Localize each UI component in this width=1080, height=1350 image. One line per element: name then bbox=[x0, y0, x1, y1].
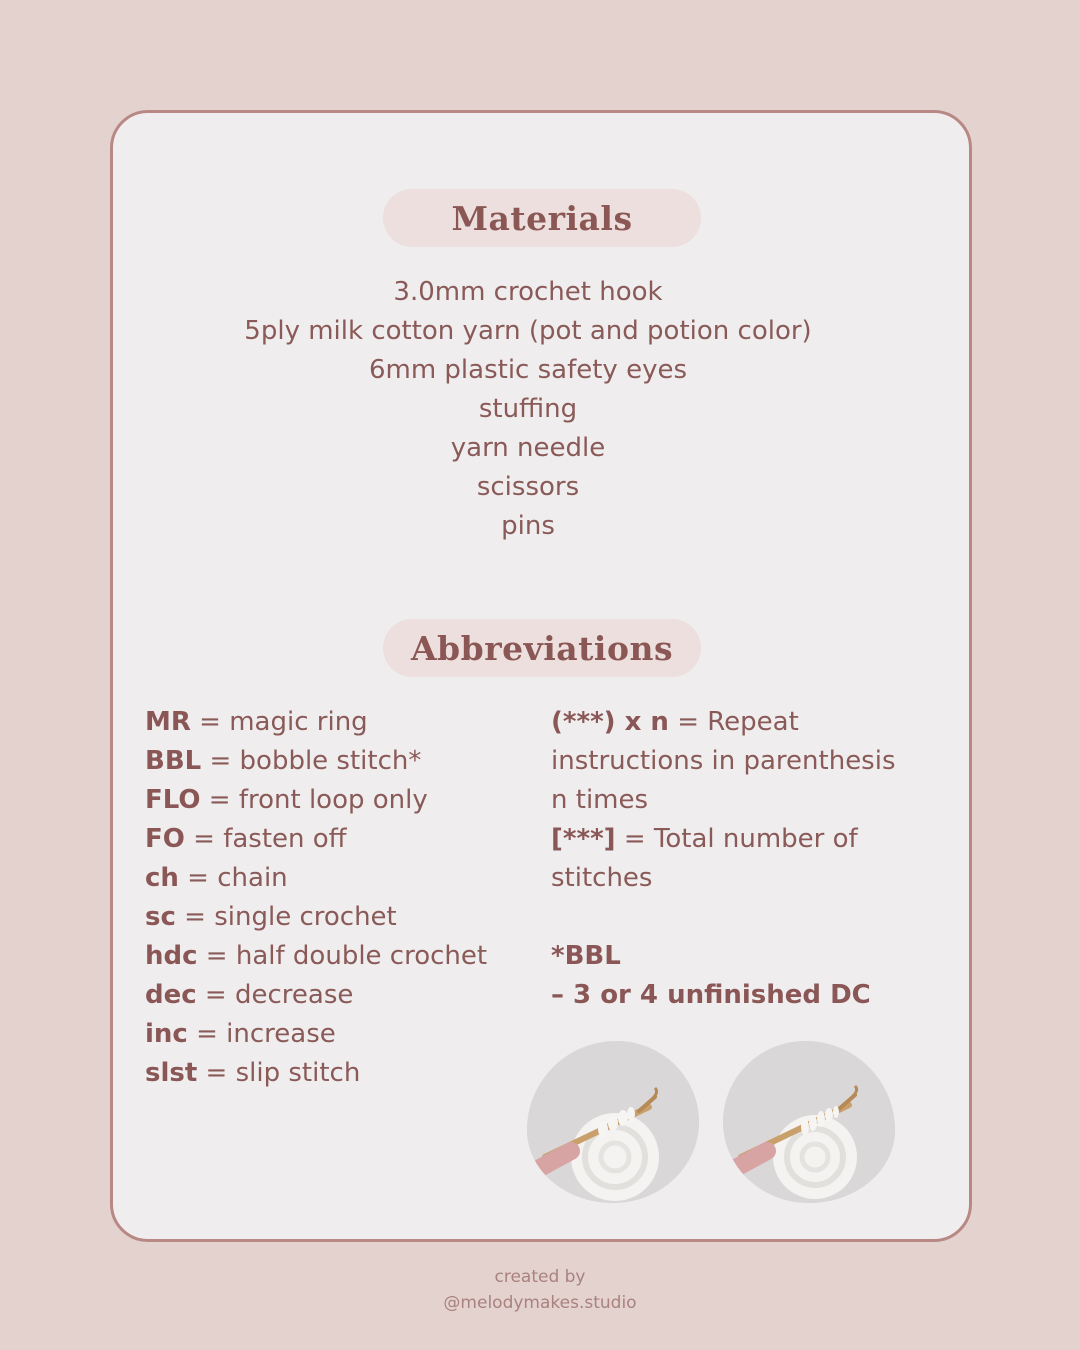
abbreviations-left-list bbox=[145, 703, 487, 1093]
materials-item: stuffing bbox=[478, 394, 578, 424]
spacer bbox=[551, 898, 921, 937]
abbreviation-row: ch = chain bbox=[145, 863, 288, 893]
repeat-definition bbox=[551, 703, 921, 742]
abbreviation-row: MR = magic ring bbox=[145, 707, 368, 737]
materials-heading: Materials bbox=[383, 189, 701, 247]
abbreviation-meaning: half double crochet bbox=[235, 941, 488, 971]
footer-credit bbox=[0, 1264, 1080, 1316]
abbreviation-meaning: increase bbox=[226, 1019, 336, 1049]
materials-list bbox=[113, 273, 943, 546]
materials-item: yarn needle bbox=[450, 433, 606, 463]
content-card bbox=[110, 110, 972, 1242]
abbreviations-right-notes bbox=[551, 703, 921, 1015]
total-meaning: = Total number of bbox=[623, 824, 858, 854]
abbreviation-row: slst = slip stitch bbox=[145, 1058, 361, 1088]
crochet-hook-photo bbox=[723, 1041, 895, 1203]
abbreviation-meaning: fasten off bbox=[223, 824, 347, 854]
abbreviation-term: MR bbox=[145, 707, 191, 737]
total-meaning-continued: stitches bbox=[551, 863, 653, 893]
abbreviation-term: slst bbox=[145, 1058, 198, 1088]
abbreviation-meaning: decrease bbox=[235, 980, 354, 1010]
abbreviation-row: FO = fasten off bbox=[145, 824, 347, 854]
abbreviation-row: FLO = front loop only bbox=[145, 785, 428, 815]
abbreviation-meaning: front loop only bbox=[238, 785, 428, 815]
repeat-meaning: = Repeat bbox=[677, 707, 799, 737]
bobble-note-text-value: – 3 or 4 unfinished DC bbox=[551, 980, 871, 1010]
repeat-meaning-continued: instructions in parenthesis bbox=[551, 746, 896, 776]
total-term: [***] bbox=[551, 824, 616, 854]
abbreviation-row: BBL = bobble stitch* bbox=[145, 746, 422, 776]
total-definition bbox=[551, 820, 921, 859]
repeat-meaning-continued: n times bbox=[551, 785, 649, 815]
bobble-note-title bbox=[551, 937, 921, 976]
materials-item: 3.0mm crochet hook bbox=[393, 277, 663, 307]
abbreviation-term: sc bbox=[145, 902, 176, 932]
materials-item: 5ply milk cotton yarn (pot and potion color) bbox=[244, 316, 812, 346]
materials-item: 6mm plastic safety eyes bbox=[368, 355, 688, 385]
abbreviation-term: inc bbox=[145, 1019, 188, 1049]
abbreviation-meaning: bobble stitch* bbox=[239, 746, 422, 776]
abbreviation-term: ch bbox=[145, 863, 179, 893]
crochet-photo-illustration bbox=[723, 1041, 895, 1203]
repeat-term: (***) x n bbox=[551, 707, 669, 737]
abbreviation-meaning: magic ring bbox=[229, 707, 368, 737]
footer-created-by: created by bbox=[494, 1267, 586, 1287]
crochet-photo-illustration bbox=[527, 1041, 699, 1203]
bobble-note-title-text: *BBL bbox=[551, 941, 621, 971]
abbreviation-row: dec = decrease bbox=[145, 980, 354, 1010]
abbreviation-meaning: chain bbox=[217, 863, 288, 893]
bobble-note-text bbox=[551, 976, 921, 1015]
abbreviation-row: hdc = half double crochet bbox=[145, 941, 488, 971]
materials-item: scissors bbox=[476, 472, 580, 502]
abbreviation-term: hdc bbox=[145, 941, 198, 971]
crochet-hook-photo bbox=[527, 1041, 699, 1203]
abbreviation-row: sc = single crochet bbox=[145, 902, 397, 932]
footer-handle: @melodymakes.studio bbox=[443, 1293, 637, 1313]
abbreviation-meaning: single crochet bbox=[214, 902, 397, 932]
abbreviation-row: inc = increase bbox=[145, 1019, 336, 1049]
abbreviation-term: dec bbox=[145, 980, 197, 1010]
materials-item: pins bbox=[501, 511, 555, 541]
abbreviation-term: FLO bbox=[145, 785, 201, 815]
abbreviation-term: BBL bbox=[145, 746, 202, 776]
abbreviation-meaning: slip stitch bbox=[235, 1058, 361, 1088]
abbreviations-heading: Abbreviations bbox=[383, 619, 701, 677]
abbreviation-term: FO bbox=[145, 824, 185, 854]
